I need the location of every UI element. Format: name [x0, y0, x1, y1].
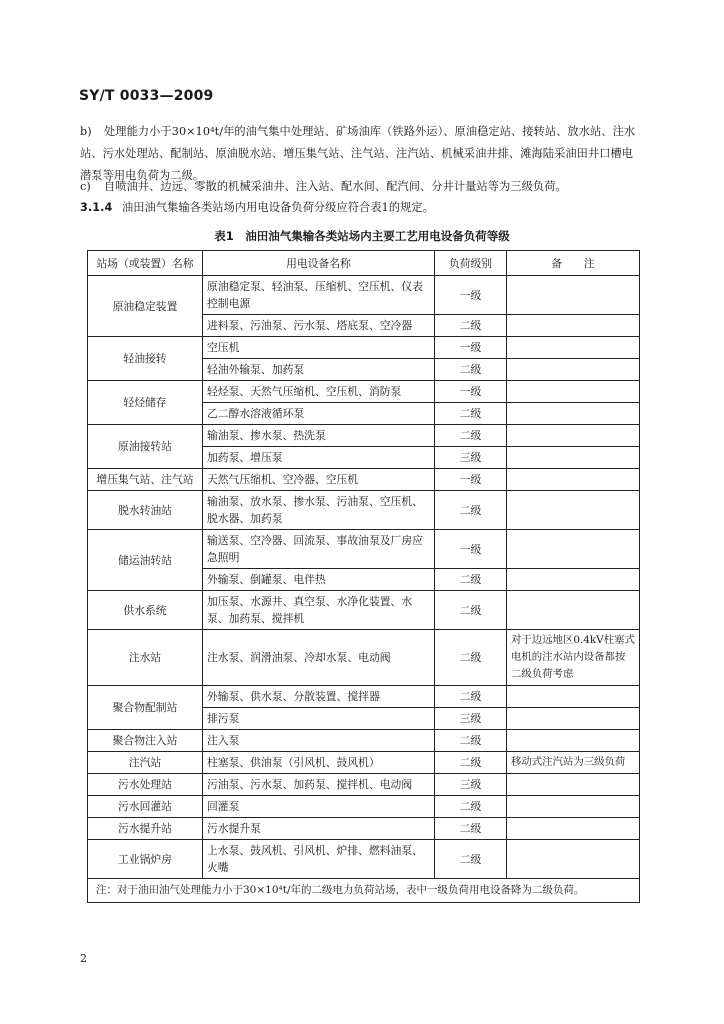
level-cell: 二级	[435, 569, 507, 591]
equipment-cell: 乙二醇水溶液循环泵	[203, 403, 435, 425]
paragraph-c	[80, 176, 640, 198]
equipment-cell: 输油泵、放水泵、掺水泵、污油泵、空压机、脱水器、加药泵	[203, 491, 435, 530]
station-cell: 工业锅炉房	[88, 840, 203, 879]
station-cell: 原油接转站	[88, 425, 203, 469]
equipment-cell: 轻油外输泵、加药泵	[203, 359, 435, 381]
equipment-cell: 轻烃泵、天然气压缩机、空压机、消防泵	[203, 381, 435, 403]
table-row	[88, 491, 640, 530]
equipment-cell: 原油稳定泵、轻油泵、压缩机、空压机、仪表控制电源	[203, 276, 435, 315]
station-cell: 轻油接转	[88, 337, 203, 381]
level-cell: 二级	[435, 752, 507, 774]
note-cell	[507, 447, 640, 469]
equipment-cell: 天然气压缩机、空冷器、空压机	[203, 469, 435, 491]
table-row	[88, 686, 640, 708]
station-cell: 聚合物注入站	[88, 730, 203, 752]
table-row	[88, 469, 640, 491]
table-header-row	[88, 251, 640, 276]
table-row	[88, 774, 640, 796]
note-cell	[507, 840, 640, 879]
equipment-cell: 外输泵、倒罐泵、电伴热	[203, 569, 435, 591]
level-cell: 三级	[435, 774, 507, 796]
note-cell	[507, 276, 640, 315]
level-cell: 二级	[435, 730, 507, 752]
station-cell: 污水处理站	[88, 774, 203, 796]
equipment-cell: 上水泵、鼓风机、引风机、炉排、燃料油泵、火嘴	[203, 840, 435, 879]
table-body	[88, 276, 640, 903]
equipment-cell: 进料泵、污油泵、污水泵、塔底泵、空冷器	[203, 315, 435, 337]
level-cell: 二级	[435, 796, 507, 818]
clause-number: 3.1.4	[80, 201, 113, 214]
station-cell: 聚合物配制站	[88, 686, 203, 730]
table-row	[88, 818, 640, 840]
equipment-cell: 排污泵	[203, 708, 435, 730]
note-cell	[507, 381, 640, 403]
table-row	[88, 630, 640, 686]
note-cell	[507, 425, 640, 447]
station-cell: 污水提升站	[88, 818, 203, 840]
table-row	[88, 796, 640, 818]
header-note: 备 注	[507, 251, 640, 276]
note-cell	[507, 569, 640, 591]
page-number: 2	[80, 952, 87, 965]
level-cell: 二级	[435, 425, 507, 447]
level-cell: 一级	[435, 530, 507, 569]
equipment-cell: 空压机	[203, 337, 435, 359]
clause-text: 油田油气集输各类站场内用电设备负荷分级应符合表1的规定。	[122, 201, 434, 214]
level-cell: 二级	[435, 315, 507, 337]
table-row	[88, 730, 640, 752]
note-cell	[507, 469, 640, 491]
table-row	[88, 276, 640, 315]
equipment-cell: 污水提升泵	[203, 818, 435, 840]
level-cell: 一级	[435, 381, 507, 403]
note-cell	[507, 337, 640, 359]
note-cell	[507, 796, 640, 818]
paragraph-b-lead: b)	[80, 125, 92, 138]
station-cell: 储运油转站	[88, 530, 203, 591]
level-cell: 二级	[435, 630, 507, 686]
note-cell: 对于边远地区0.4kV柱塞式电机的注水站内设备都按二级负荷考虑	[507, 630, 640, 686]
note-cell	[507, 686, 640, 708]
level-cell: 三级	[435, 447, 507, 469]
header-level: 负荷级别	[435, 251, 507, 276]
table-row	[88, 381, 640, 403]
table-row	[88, 337, 640, 359]
equipment-cell: 外输泵、供水泵、分散装置、搅拌器	[203, 686, 435, 708]
paragraph-c-text: 自喷油井、边远、零散的机械采油井、注入站、配水间、配汽间、分井计量站等为三级负荷。	[104, 180, 567, 193]
station-cell: 污水回灌站	[88, 796, 203, 818]
header-equipment: 用电设备名称	[203, 251, 435, 276]
station-cell: 原油稳定装置	[88, 276, 203, 337]
station-cell: 注水站	[88, 630, 203, 686]
level-cell: 二级	[435, 359, 507, 381]
note-cell	[507, 774, 640, 796]
table-row	[88, 591, 640, 630]
level-cell: 二级	[435, 686, 507, 708]
note-cell	[507, 359, 640, 381]
equipment-cell: 污油泵、污水泵、加药泵、搅拌机、电动阀	[203, 774, 435, 796]
level-cell: 二级	[435, 818, 507, 840]
level-cell: 一级	[435, 469, 507, 491]
table-caption: 表1 油田油气集输各类站场内主要工艺用电设备负荷等级	[214, 229, 510, 243]
level-cell: 二级	[435, 403, 507, 425]
equipment-cell: 注水泵、润滑油泵、冷却水泵、电动阀	[203, 630, 435, 686]
header-station: 站场（或装置）名称	[88, 251, 203, 276]
clause-3-1-4	[80, 197, 640, 219]
load-level-table	[87, 250, 640, 903]
table-row	[88, 425, 640, 447]
equipment-cell: 注入泵	[203, 730, 435, 752]
station-cell: 增压集气站、注气站	[88, 469, 203, 491]
level-cell: 一级	[435, 337, 507, 359]
station-cell: 注汽站	[88, 752, 203, 774]
equipment-cell: 输送泵、空冷器、回流泵、事故油泵及厂房应急照明	[203, 530, 435, 569]
equipment-cell: 加压泵、水源井、真空泵、水净化装置、水泵、加药泵、搅拌机	[203, 591, 435, 630]
note-cell	[507, 708, 640, 730]
note-cell	[507, 591, 640, 630]
level-cell: 一级	[435, 276, 507, 315]
equipment-cell: 输油泵、掺水泵、热洗泵	[203, 425, 435, 447]
equipment-cell: 加药泵、增压泵	[203, 447, 435, 469]
note-cell	[507, 530, 640, 569]
level-cell: 三级	[435, 708, 507, 730]
table-footnote: 注：对于油田油气处理能力小于30×10⁴t/年的二级电力负荷站场，表中一级负荷用电设备降为二级负荷。	[88, 879, 640, 903]
equipment-cell: 柱塞泵、供油泵（引风机、鼓风机）	[203, 752, 435, 774]
station-cell: 脱水转油站	[88, 491, 203, 530]
note-cell	[507, 730, 640, 752]
note-cell	[507, 491, 640, 530]
paragraph-b-text: 处理能力小于30×10⁴t/年的油气集中处理站、矿场油库（铁路外运）、原油稳定站、接转站、放水站、注水站、污水处理站、配制站、原油脱水站、增压集气站、注气站、注汽站、机械采油井排、滩海陆采油田井口槽电潜泵等用电负荷为二级。	[80, 125, 636, 182]
level-cell: 二级	[435, 491, 507, 530]
station-cell: 供水系统	[88, 591, 203, 630]
table-row	[88, 530, 640, 569]
note-cell	[507, 315, 640, 337]
equipment-cell: 回灌泵	[203, 796, 435, 818]
note-cell	[507, 818, 640, 840]
standard-code: SY/T 0033—2009	[79, 88, 214, 104]
level-cell: 二级	[435, 591, 507, 630]
level-cell: 二级	[435, 840, 507, 879]
station-cell: 轻烃储存	[88, 381, 203, 425]
note-cell	[507, 403, 640, 425]
table-row	[88, 840, 640, 879]
note-cell: 移动式注汽站为三级负荷	[507, 752, 640, 774]
paragraph-c-lead: c)	[80, 180, 91, 193]
table-row	[88, 752, 640, 774]
